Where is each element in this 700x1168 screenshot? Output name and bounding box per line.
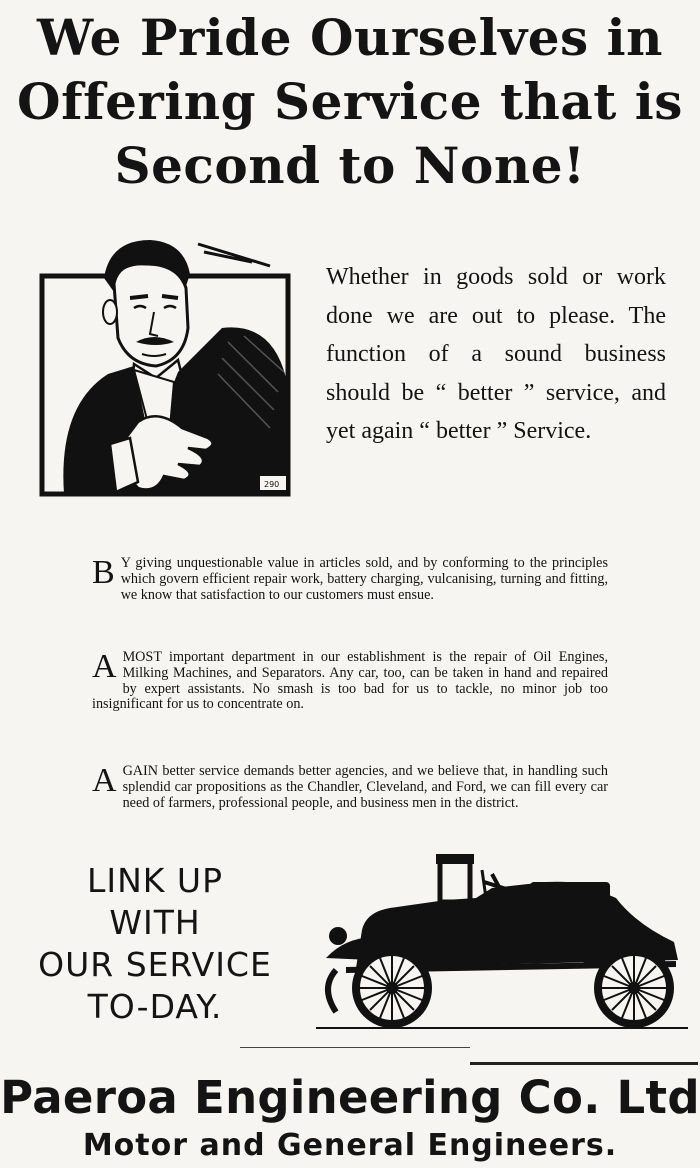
- cta-line-2: WITH: [109, 903, 201, 942]
- paragraph-1: [92, 556, 608, 603]
- divider-rule-heavy: [470, 1062, 698, 1065]
- illustration-number: 290: [264, 480, 280, 489]
- company-name: Paeroa Engineering Co. Ltd: [0, 1071, 700, 1124]
- man-gesturing-illustration: [38, 232, 298, 522]
- paragraph-1-text: Y giving unquestionable value in articles sold, and by conforming to the principles which govern efficient repair work, battery charging, vulcanising, turning and fitting, we know that satisfaction to our customers must ensue.: [120, 555, 608, 603]
- drop-cap-3: A: [92, 762, 117, 799]
- call-to-action: [10, 860, 300, 1028]
- intro-text: Whether in goods sold or work done we are out to please. The function of a sound business should be “ better ” service, and yet again “ better ” Service.: [326, 264, 666, 444]
- paragraph-3: [92, 764, 608, 811]
- vintage-roadster-illustration: [316, 852, 688, 1034]
- headline: [0, 6, 700, 198]
- paragraph-2: [92, 650, 608, 713]
- divider-rule: [240, 1047, 470, 1048]
- headline-line-2: Offering Service that is: [17, 72, 683, 131]
- cta-line-3: OUR SERVICE: [38, 945, 272, 984]
- headline-line-1: We Pride Ourselves in: [37, 8, 663, 67]
- drop-cap-2: A: [92, 648, 117, 685]
- company-tagline: Motor and General Engineers.: [82, 1128, 618, 1163]
- cta-line-4: TO-DAY.: [87, 987, 223, 1026]
- cta-line-1: LINK UP: [87, 861, 223, 900]
- paragraph-2-text: MOST important department in our establishment is the repair of Oil Engines, Milking Machines, and Separators. Any car, too, can be taken in hand and repaired by expert assistants. No smash is too bad for us to tackle, no minor job too insignificant for us to concentrate on.: [92, 649, 608, 713]
- drop-cap-1: B: [92, 554, 115, 591]
- headline-line-3: Second to None!: [114, 136, 586, 195]
- paragraph-3-text: GAIN better service demands better agencies, and we believe that, in handling such splendid car propositions as the Chandler, Cleveland, and Ford, we can fill every car need of farmers, professional people, and business men in the district.: [122, 763, 608, 811]
